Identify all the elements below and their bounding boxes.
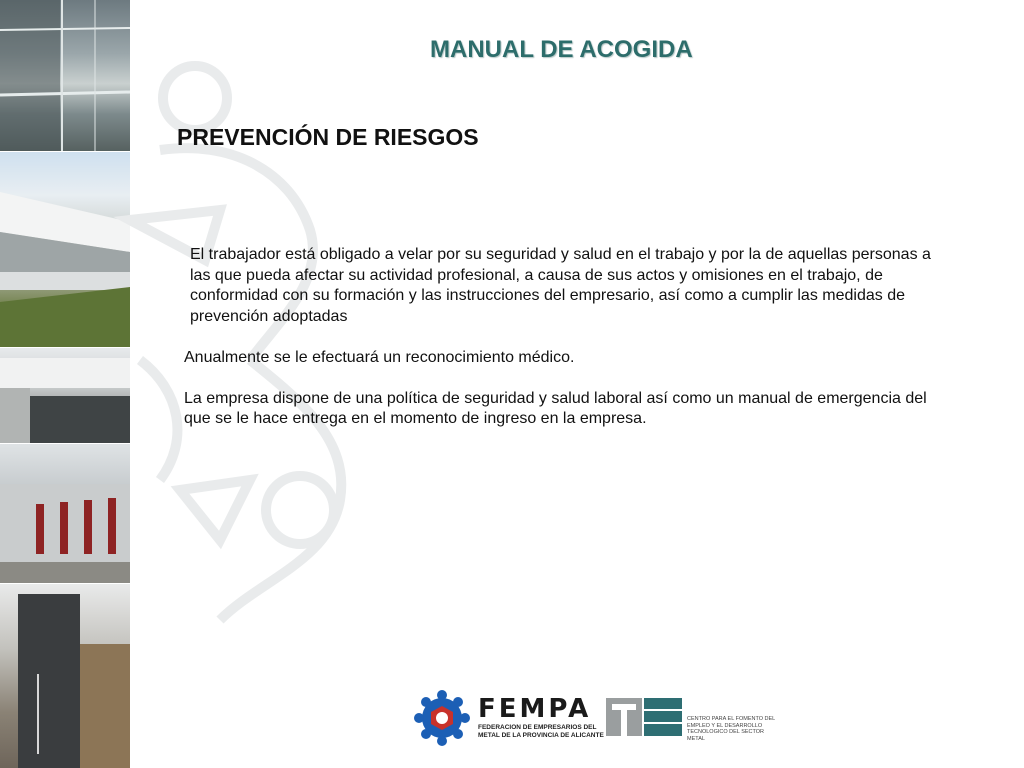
cdt-caption: CENTRO PARA EL FOMENTO DEL EMPLEO Y EL DESARROLLO TECNOLOGICO DEL SECTOR METAL bbox=[687, 716, 776, 742]
fempa-gear-icon bbox=[414, 690, 470, 746]
footer-logos bbox=[414, 688, 784, 748]
paragraph-worker-obligations: El trabajador está obligado a velar por su seguridad y salud en el trabajo y por la de aquellas personas a las que pueda afectar su actividad profesional, a causa de sus actos y omisiones en el trabajo, de conformidad con su formación y las instrucciones del empresario, así como a cumplir las medidas de prevención adoptadas bbox=[190, 246, 931, 325]
paragraph-company-policy: La empresa dispone de una política de seguridad y salud laboral así como un manual de emergencia del que se le hace entrega en el momento de ingreso en la empresa. bbox=[184, 389, 927, 427]
paragraph-medical-check: Anualmente se le efectuará un reconocimiento médico. bbox=[184, 348, 575, 366]
fempa-wordmark: FEMPA bbox=[478, 694, 592, 724]
section-body bbox=[184, 245, 954, 450]
cdt-logo-icon bbox=[606, 698, 682, 736]
section-heading: PREVENCIÓN DE RIESGOS bbox=[177, 124, 479, 150]
fempa-subtitle: FEDERACION DE EMPRESARIOS DEL METAL DE LA PROVINCIA DE ALICANTE bbox=[478, 724, 604, 739]
page-title: MANUAL DE ACOGIDA bbox=[430, 36, 693, 63]
